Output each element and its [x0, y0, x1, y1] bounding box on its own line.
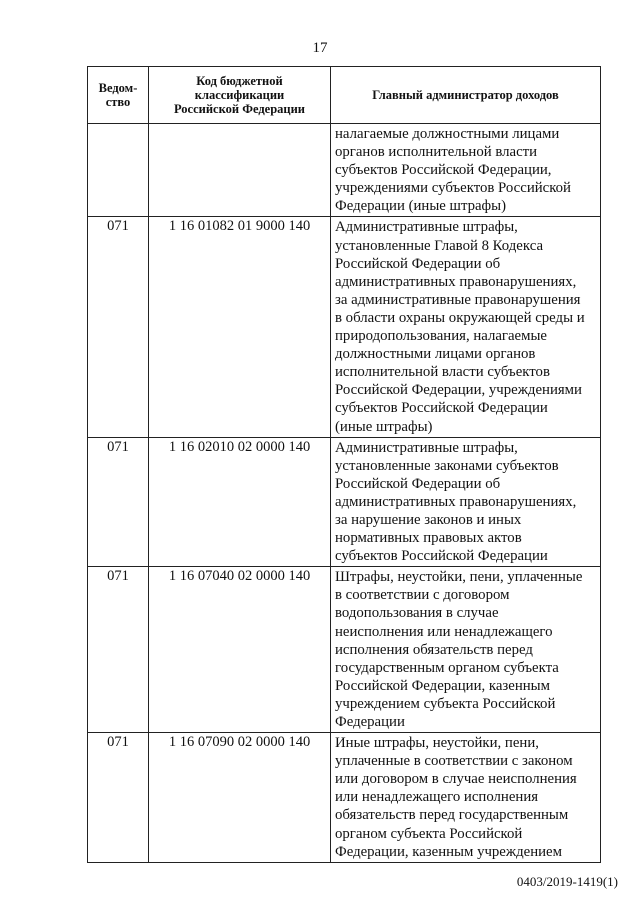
department-cell: 071	[88, 217, 149, 437]
description-line: административных правонарушениях,	[335, 273, 577, 290]
table-row	[88, 217, 601, 437]
description-line: установленные законами субъектов	[335, 457, 559, 474]
description-line: в области охраны окружающей среды и	[335, 309, 585, 326]
budget-code-cell: 1 16 07040 02 0000 140	[149, 567, 331, 733]
description-line: Административные штрафы,	[335, 219, 518, 236]
document-footer-code: 0403/2019-1419(1)	[516, 874, 618, 889]
table-header-row	[88, 67, 601, 124]
description-line: Федерации, казенным учреждением	[335, 843, 562, 860]
description-line: обязательств перед государственным	[335, 807, 569, 824]
administrator-description-cell	[331, 733, 601, 863]
description-line: уплаченные в соответствии с законом	[335, 753, 573, 770]
description-line: установленные Главой 8 Кодекса	[335, 237, 544, 254]
header-code-line: классификации	[194, 88, 285, 102]
description-line: Федерации	[335, 714, 405, 730]
budget-code-cell	[149, 124, 331, 217]
budget-code-cell: 1 16 02010 02 0000 140	[149, 437, 331, 567]
budget-code-cell: 1 16 07090 02 0000 140	[149, 733, 331, 863]
header-administrator: Главный администратор доходов	[331, 67, 601, 124]
table-row	[88, 567, 601, 733]
description-line: административных правонарушениях,	[335, 493, 577, 510]
table-row	[88, 124, 601, 217]
description-line: должностными лицами органов	[335, 346, 536, 363]
budget-classification-table	[87, 66, 601, 863]
description-line: Российской Федерации об	[335, 255, 501, 272]
description-line: Российской Федерации, казенным	[335, 677, 550, 694]
department-cell: 071	[88, 733, 149, 863]
page-number: 17	[312, 40, 328, 56]
description-line: органом субъекта Российской	[335, 825, 523, 842]
administrator-description-cell	[331, 217, 601, 437]
header-department-line: Ведом-	[98, 81, 138, 95]
description-line: Федерации (иные штрафы)	[335, 198, 507, 215]
header-code	[149, 67, 331, 124]
header-code-line: Код бюджетной	[196, 74, 283, 88]
description-line: или договором в случае неисполнения	[335, 771, 577, 788]
description-line: субъектов Российской Федерации,	[335, 162, 552, 179]
description-line: за нарушение законов и иных	[335, 511, 522, 528]
administrator-description-cell	[331, 437, 601, 567]
administrator-description-cell	[331, 567, 601, 733]
description-line: водопользования в случае	[335, 605, 499, 622]
description-line: субъектов Российской Федерации	[335, 400, 548, 417]
description-line: Штрафы, неустойки, пени, уплаченные	[335, 569, 583, 586]
description-line: исполнительной власти субъектов	[335, 364, 550, 381]
description-line: учреждениями субъектов Российской	[335, 180, 571, 197]
department-cell: 071	[88, 567, 149, 733]
table-row	[88, 437, 601, 567]
description-line: за административные правонарушения	[335, 291, 581, 308]
header-department-line: ство	[105, 95, 131, 109]
description-line: органов исполнительной власти	[335, 144, 538, 161]
header-department	[88, 67, 149, 124]
description-line: субъектов Российской Федерации	[335, 548, 548, 565]
description-line: неисполнения или ненадлежащего	[335, 623, 553, 640]
description-line: Российской Федерации об	[335, 475, 501, 492]
description-line: Иные штрафы, неустойки, пени,	[335, 735, 539, 752]
description-line: в соответствии с договором	[335, 587, 510, 604]
description-line: нормативных правовых актов	[335, 530, 522, 547]
description-line: исполнения обязательств перед	[335, 641, 533, 658]
department-cell: 071	[88, 437, 149, 567]
budget-code-cell: 1 16 01082 01 9000 140	[149, 217, 331, 437]
table-row	[88, 733, 601, 863]
header-code-line: Российской Федерации	[173, 102, 306, 116]
description-line: Административные штрафы,	[335, 439, 518, 456]
table-body	[88, 124, 601, 863]
administrator-description-cell	[331, 124, 601, 217]
description-line: государственным органом субъекта	[335, 659, 559, 676]
description-line: природопользования, налагаемые	[335, 328, 547, 345]
description-line: налагаемые должностными лицами	[335, 126, 560, 142]
description-line: или ненадлежащего исполнения	[335, 789, 539, 806]
description-line: учреждением субъекта Российской	[335, 695, 556, 712]
description-line: Российской Федерации, учреждениями	[335, 382, 582, 399]
department-cell	[88, 124, 149, 217]
description-line: (иные штрафы)	[335, 418, 433, 435]
